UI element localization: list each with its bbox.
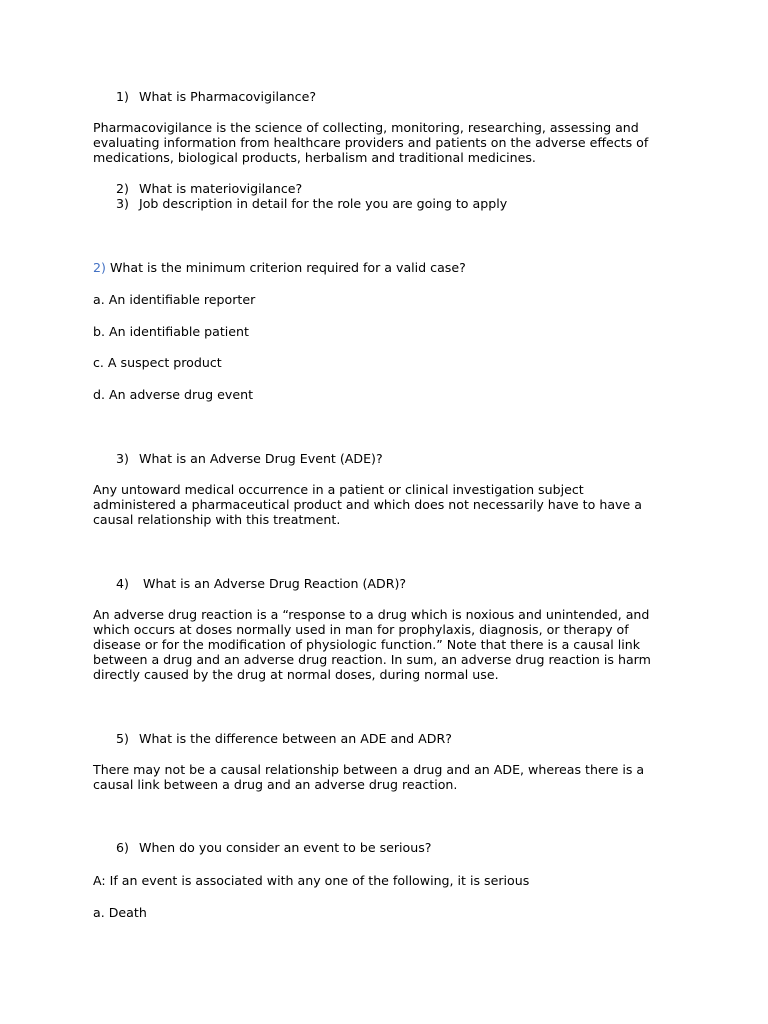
answer-difference: There may not be a causal relationship between a drug and an ADE, whereas there is a causal link between a drug and an adverse drug reaction. [93,762,645,792]
question-number: 3) [116,451,129,466]
question-text: Job description in detail for the role you are going to apply [139,196,508,211]
question-1 [116,89,316,104]
serious-option-a: a. Death [93,905,147,920]
question-valid-case [93,260,466,275]
valid-option-a: a. An identifiable reporter [93,292,256,307]
question-adr [116,576,406,591]
question-text: When do you consider an event to be serious? [139,840,432,855]
question-3 [116,196,507,211]
question-text: What is the difference between an ADE and ADR? [139,731,452,746]
question-serious [116,840,432,855]
question-text: What is an Adverse Drug Event (ADE)? [139,451,383,466]
question-number: 2) [93,260,106,275]
question-2 [116,181,302,196]
question-difference [116,731,452,746]
question-text: What is the minimum criterion required for a valid case? [105,260,466,275]
answer-ade: Any untoward medical occurrence in a patient or clinical investigation subject administered a pharmaceutical product and which does not necessarily have to have a causal relationship with this treatment. [93,482,642,527]
valid-option-d: d. An adverse drug event [93,387,254,402]
question-text: What is materiovigilance? [139,181,303,196]
question-text: What is an Adverse Drug Reaction (ADR)? [139,576,407,591]
question-number: 3) [116,196,129,211]
question-number: 2) [116,181,129,196]
answer-adr: An adverse drug reaction is a “response to a drug which is noxious and unintended, and which occurs at doses normally used in man for prophylaxis, diagnosis, or therapy of disease or for the modification of physiologic function.” Note that there is a causal link between a drug and an adverse drug reaction. In sum, an adverse drug reaction is harm directly caused by the drug at normal doses, during normal use. [93,607,651,682]
question-number: 5) [116,731,129,746]
question-number: 1) [116,89,129,104]
question-number: 4) [116,576,129,591]
valid-option-c: c. A suspect product [93,355,222,370]
question-ade [116,451,383,466]
valid-option-b: b. An identifiable patient [93,324,249,339]
answer-1: Pharmacovigilance is the science of collecting, monitoring, researching, assessing and evaluating information from healthcare providers and patients on the adverse effects of medications, biological products, herbalism and traditional medicines. [93,120,649,165]
question-text: What is Pharmacovigilance? [139,89,317,104]
serious-intro: A: If an event is associated with any one of the following, it is serious [93,873,530,888]
question-number: 6) [116,840,129,855]
